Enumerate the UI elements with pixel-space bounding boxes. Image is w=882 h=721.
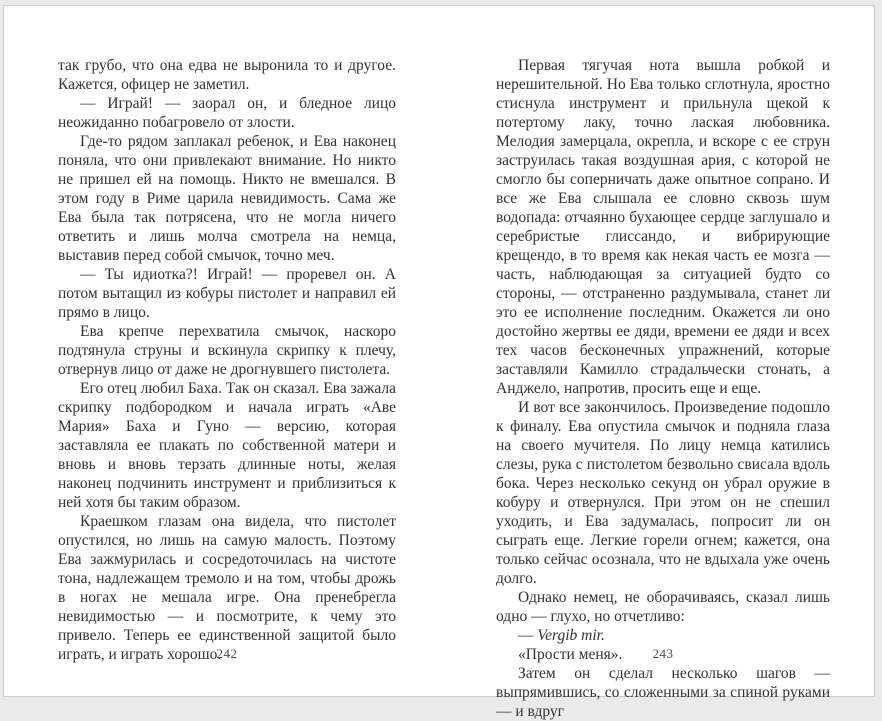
- paragraph: Первая тягучая нота вышла робкой и нерешительной. Но Ева только сглотнула, яростно стиснула инструмент и прильнула щекой к потертому лаку, точно лаская любовника. Мелодия замерцала, окрепла, и вскоре с ее струн заструилась такая воздушная ария, с которой не смогло бы соперничать даже опытное сопрано. И все же Ева слышала ее словно сквозь шум водопада: отчаянно бухающее сердце заглушало и серебристые глиссандо, и вибрирующие крещендо, в то время как некая часть ее мозга — часть, наблюдающая за ситуацией будто со стороны, — отстраненно раздумывала, станет ли это ее исполнение последним. Окажется ли оно достойно жертвы ее дяди, времени ее дяди и всех тех часов бесконечных упражнений, которые заставляли Камилло страдальчески стонать, а Анджело, напротив, просить еще и еще.: [496, 57, 830, 397]
- paragraph: [496, 626, 830, 645]
- german-phrase: Vergib mir.: [537, 627, 605, 644]
- page-number-left: 242: [216, 646, 238, 661]
- dialogue-dash: —: [518, 627, 538, 644]
- left-page: [58, 56, 396, 664]
- page-number-right: 243: [652, 646, 674, 661]
- right-page: [496, 56, 830, 721]
- paragraph: Где-то рядом заплакал ребенок, и Ева наконец поняла, что они привлекают внимание. Но никто не пришел ей на помощь. Никто не вмешался. В этом году в Риме царила невидимость. Сама же Ева была так потрясена, что не могла ничего ответить и лишь молча смотрела на немца, выставив перед собой смычок, точно меч.: [58, 133, 396, 264]
- paragraph: Его отец любил Баха. Так он сказал. Ева зажала скрипку подбородком и начала играть «Аве Мария» Баха и Гуно — версию, которая заставляла ее плакать по собственной матери и вновь и вновь терзать длинные ноты, желая наконец подчинить инструмент и приблизиться к ней хотя бы таким образом.: [58, 380, 396, 511]
- paragraph: — Ты идиотка?! Играй! — проревел он. А потом вытащил из кобуры пистолет и направил ей прямо в лицо.: [58, 266, 396, 321]
- paragraph: так грубо, что она едва не выронила то и другое. Кажется, офицер не заметил.: [58, 57, 396, 93]
- paragraph: Ева крепче перехватила смычок, наскоро подтянула струны и вскинула скрипку к плечу, отвернув лицо от даже не дрогнувшего пистолета.: [58, 323, 396, 378]
- paragraph: Однако немец, не оборачиваясь, сказал лишь одно — глухо, но отчетливо:: [496, 589, 830, 625]
- paragraph: Затем он сделал несколько шагов — выпрямившись, со сложенными за спиной руками — и вдруг: [496, 665, 830, 720]
- paragraph: Краешком глазам она видела, что пистолет опустился, но лишь на самую малость. Поэтому Ева зажмурилась и сосредоточилась на чистоте тона, надлежащем тремоло и на том, чтобы дрожь в ногах не мешала игре. Она пренебрегла невидимостью — и посмотрите, к чему это привело. Теперь ее единственной защитой было играть, и играть хорошо.: [58, 513, 396, 663]
- paragraph: — Играй! — заорал он, и бледное лицо неожиданно побагровело от злости.: [58, 95, 396, 131]
- paragraph: И вот все закончилось. Произведение подошло к финалу. Ева опустила смычок и подняла глаза на своего мучителя. По лицу немца катились слезы, рука с пистолетом безвольно свисала вдоль бока. Через несколько секунд он убрал оружие в кобуру и отвернулся. При этом он не спешил уходить, и Ева задумалась, попросит ли он сыграть еще. Легкие горели огнем; кажется, она только сейчас осознала, что не вдыхала уже очень долго.: [496, 399, 830, 587]
- paragraph: «Прости меня».: [518, 646, 623, 663]
- book-sheet: [3, 5, 875, 720]
